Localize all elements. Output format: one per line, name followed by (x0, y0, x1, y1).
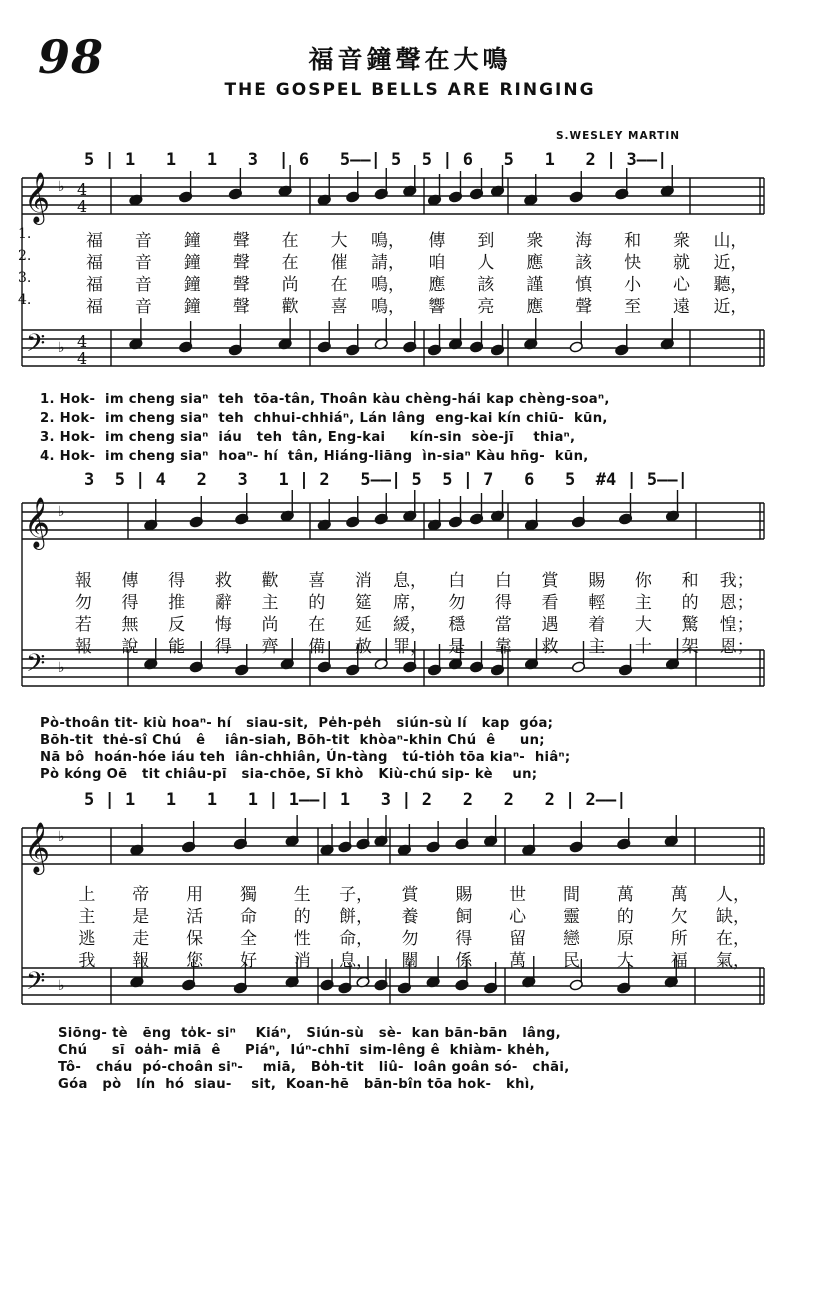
time-sig-icon: 4 (77, 197, 88, 216)
title-chinese: 福音鐘聲在大鳴 (308, 45, 512, 74)
lyric-syllable: 聲 (575, 297, 593, 317)
lyric-syllable: 生 (293, 885, 311, 905)
chinese-lyric-line (60, 902, 760, 927)
composer-credit: S.WESLEY MARTIN (556, 130, 681, 142)
lyric-syllable: 帝 (132, 885, 150, 905)
lyric-syllable: 音 (134, 275, 152, 295)
lyric-syllable: 缺， (716, 907, 751, 927)
lyric-syllable: 走 (132, 929, 150, 949)
lyric-syllable: 說 (121, 637, 139, 657)
chinese-lyrics-system-2 (60, 566, 760, 657)
lyric-syllable: 尚 (281, 275, 299, 295)
lyric-syllable: 的 (308, 593, 326, 613)
flat-icon: ♭ (58, 179, 65, 195)
lyric-syllable: 得 (168, 571, 186, 591)
lyric-syllable: 衆 (526, 231, 544, 251)
chinese-lyric-line (60, 946, 760, 971)
lyric-syllable: 養 (401, 907, 419, 927)
lyric-syllable: 響 (428, 297, 446, 317)
lyric-syllable: 遇 (541, 615, 559, 635)
lyric-syllable: 人， (716, 885, 751, 905)
romanized-lyrics-system-2 (40, 716, 570, 784)
lyric-syllable: 上 (78, 885, 96, 905)
lyric-syllable: 着 (588, 615, 606, 635)
chinese-lyric-line (60, 566, 760, 591)
lyric-syllable: 反 (168, 615, 186, 635)
lyric-syllable: 緩， (393, 615, 428, 635)
lyric-syllable: 催 (330, 253, 348, 273)
lyric-syllable: 喜 (308, 571, 326, 591)
lyric-syllable: 鐘 (183, 253, 201, 273)
lyric-syllable: 傳 (121, 571, 139, 591)
time-sig-icon: 4 (77, 332, 88, 351)
lyric-syllable: 賞 (401, 885, 419, 905)
lyric-syllable: 和 (681, 571, 699, 591)
lyric-syllable: 用 (186, 885, 204, 905)
romanized-lyrics-system-3 (58, 1026, 570, 1094)
lyric-syllable: 是 (132, 907, 150, 927)
lyric-syllable: 賜 (455, 885, 473, 905)
lyric-syllable: 係 (455, 951, 473, 971)
lyric-syllable: 筵 (354, 593, 372, 613)
chinese-lyric-line (60, 880, 760, 905)
treble-clef-icon: 𝄞 (24, 822, 51, 873)
chinese-lyrics-system-1 (70, 226, 755, 317)
lyric-syllable: 和 (624, 231, 642, 251)
lyric-syllable: 謹 (526, 275, 544, 295)
lyric-syllable: 獨 (239, 885, 257, 905)
lyric-syllable: 小 (624, 275, 642, 295)
treble-clef-icon: 𝄞 (24, 497, 51, 548)
lyric-syllable: 飼 (455, 907, 473, 927)
lyric-syllable: 人 (477, 253, 495, 273)
lyric-syllable: 的 (681, 593, 699, 613)
lyric-syllable: 活 (186, 907, 204, 927)
lyric-syllable: 息， (339, 951, 374, 971)
time-sig-icon: 4 (77, 349, 88, 368)
lyric-syllable: 靈 (563, 907, 581, 927)
lyric-syllable: 原 (616, 929, 634, 949)
lyric-syllable: 該 (477, 275, 495, 295)
lyric-syllable: 聲 (232, 253, 250, 273)
chinese-lyric-line (60, 588, 760, 613)
lyric-syllable: 氣， (716, 951, 751, 971)
lyric-syllable: 音 (134, 253, 152, 273)
lyric-syllable: 救 (214, 571, 232, 591)
lyric-syllable: 福 (85, 253, 103, 273)
lyric-syllable: 快 (624, 253, 642, 273)
lyric-syllable: 主 (261, 593, 279, 613)
lyric-syllable: 在 (281, 231, 299, 251)
chinese-lyric-line (70, 270, 755, 295)
lyric-syllable: 無 (121, 615, 139, 635)
flat-icon: ♭ (58, 660, 65, 676)
lyric-syllable: 保 (186, 929, 204, 949)
lyric-syllable: 近， (713, 297, 748, 317)
lyric-syllable: 你 (634, 571, 652, 591)
jianpu-line-1: 5 | 1 1 1 3 | 6 5——| 5 5 | 6 5 1 2 | 3——| (84, 150, 668, 170)
lyric-syllable: 鳴， (370, 297, 405, 317)
lyric-syllable: 驚 (681, 615, 699, 635)
lyric-syllable: 請， (370, 253, 405, 273)
lyric-syllable: 席， (393, 593, 428, 613)
lyric-syllable: 備 (308, 637, 326, 657)
lyric-syllable: 民 (563, 951, 581, 971)
lyric-syllable: 的 (616, 907, 634, 927)
lyric-syllable: 您 (186, 951, 204, 971)
chinese-lyric-line (60, 632, 760, 657)
lyric-syllable: 消 (293, 951, 311, 971)
lyric-syllable: 若 (74, 615, 92, 635)
lyric-syllable: 子， (339, 885, 374, 905)
lyric-syllable: 在 (281, 253, 299, 273)
lyric-syllable: 報 (74, 637, 92, 657)
lyric-syllable: 咱 (428, 253, 446, 273)
lyric-syllable: 得 (214, 637, 232, 657)
lyric-syllable: 萬 (670, 885, 688, 905)
romanized-line: Chú sī oa̍h- miā ê Piáⁿ, Iúⁿ-chhī sim-lêng ê khiàm- khe̍h, (58, 1043, 551, 1058)
lyric-syllable: 傳 (428, 231, 446, 251)
romanized-line: 3. Hok- im cheng siaⁿ iáu teh tân, Eng-kai kín-sin sòe-jī thiaⁿ, (40, 430, 576, 445)
lyric-syllable: 是 (448, 637, 466, 657)
lyric-syllable: 主 (588, 637, 606, 657)
romanized-line: 1. Hok- im cheng siaⁿ teh tōa-tân, Thoân kàu chèng-hái kap chèng-soaⁿ, (40, 392, 610, 407)
lyric-syllable: 悔 (214, 615, 232, 635)
lyric-syllable: 的 (293, 907, 311, 927)
lyric-syllable: 音 (134, 231, 152, 251)
chinese-lyric-line (70, 292, 755, 317)
time-sig-icon: 4 (77, 180, 88, 199)
lyric-syllable: 世 (509, 885, 527, 905)
bass-clef-icon: 𝄢 (26, 329, 46, 364)
lyric-syllable: 在， (716, 929, 751, 949)
lyric-syllable: 近， (713, 253, 748, 273)
lyric-syllable: 鐘 (183, 231, 201, 251)
lyric-syllable: 好 (239, 951, 257, 971)
lyric-syllable: 恩； (719, 593, 754, 613)
lyric-syllable: 歡 (281, 297, 299, 317)
lyric-syllable: 就 (673, 253, 691, 273)
lyric-syllable: 命 (239, 907, 257, 927)
lyric-syllable: 心 (673, 275, 691, 295)
lyric-syllable: 應 (428, 275, 446, 295)
lyric-syllable: 山， (713, 231, 748, 251)
lyric-syllable: 我 (78, 951, 96, 971)
romanized-line: 2. Hok- im cheng siaⁿ teh chhui-chhiáⁿ, Lán lâng eng-kai kín chiū- kūn, (40, 411, 608, 426)
lyric-syllable: 海 (575, 231, 593, 251)
lyric-syllable: 逃 (78, 929, 96, 949)
lyric-syllable: 輕 (588, 593, 606, 613)
romanized-line: 4. Hok- im cheng siaⁿ hoaⁿ- hí tân, Hiáng-liāng ìn-siaⁿ Kàu hn̄g- kūn, (40, 449, 589, 464)
lyric-syllable: 戀 (563, 929, 581, 949)
bass-clef-icon: 𝄢 (26, 967, 46, 1002)
lyric-syllable: 萬 (509, 951, 527, 971)
romanized-line: Góa pò lín hó siau- sit, Koan-hē bān-bîn tōa hok- khì, (58, 1077, 535, 1092)
lyric-syllable: 關 (401, 951, 419, 971)
lyric-syllable: 看 (541, 593, 559, 613)
flat-icon: ♭ (58, 340, 65, 356)
lyric-syllable: 聲 (232, 231, 250, 251)
bass-clef-icon: 𝄢 (26, 649, 46, 684)
lyric-syllable: 十 (634, 637, 652, 657)
lyric-syllable: 賞 (541, 571, 559, 591)
lyric-syllable: 穩 (448, 615, 466, 635)
romanized-line: Bōh-tit the̍-sî Chú ê iân-siah, Bōh-tit khòaⁿ-khin Chú ê un; (40, 733, 545, 748)
lyric-syllable: 鐘 (183, 275, 201, 295)
chinese-lyrics-system-3 (60, 880, 760, 971)
lyric-syllable: 餅， (339, 907, 374, 927)
lyric-syllable: 罪， (393, 637, 428, 657)
romanized-line: Siōng- tè ēng to̍k- siⁿ Kiáⁿ, Siún-sù sè- kan bān-bān lâng, (58, 1026, 561, 1041)
lyric-syllable: 尚 (261, 615, 279, 635)
lyric-syllable: 報 (132, 951, 150, 971)
title-english: THE GOSPEL BELLS ARE RINGING (224, 80, 596, 100)
lyric-syllable: 消 (354, 571, 372, 591)
romanized-line: Nā bô hoán-hóe iáu teh iân-chhiân, Ún-tàng tú-tio̍h tōa kiaⁿ- hiâⁿ; (40, 750, 571, 765)
treble-clef-icon: 𝄞 (24, 172, 51, 223)
flat-icon: ♭ (58, 978, 65, 994)
lyric-syllable: 福 (85, 297, 103, 317)
romanized-line: Tô- cháu pó-choân siⁿ- miā, Bo̍h-tit liû- loân goân só- chāi, (58, 1060, 570, 1075)
chinese-lyric-line (70, 248, 755, 273)
chinese-lyric-line (60, 610, 760, 635)
lyric-syllable: 恩； (719, 637, 754, 657)
lyric-syllable: 當 (494, 615, 512, 635)
hymn-number: 98 (38, 30, 105, 84)
verse-numbers (18, 226, 68, 314)
lyric-syllable: 在 (330, 275, 348, 295)
lyric-syllable: 鳴， (370, 231, 405, 251)
verse-number: 4. (18, 292, 32, 308)
lyric-syllable: 心 (509, 907, 527, 927)
lyric-syllable: 亮 (477, 297, 495, 317)
chinese-lyric-line (60, 924, 760, 949)
lyric-syllable: 慎 (575, 275, 593, 295)
lyric-syllable: 聲 (232, 297, 250, 317)
lyric-syllable: 應 (526, 297, 544, 317)
lyric-syllable: 勿 (401, 929, 419, 949)
lyric-syllable: 在 (308, 615, 326, 635)
lyric-syllable: 欠 (670, 907, 688, 927)
jianpu-line-2: 3 5 | 4 2 3 1 | 2 5——| 5 5 | 7 6 5 #4 | 5——| (84, 470, 688, 490)
lyric-syllable: 應 (526, 253, 544, 273)
romanized-line: Pò kóng Oē tit chiâu-pī sia-chōe, Sī khò Kiù-chú sip- kè un; (40, 767, 538, 782)
lyric-syllable: 福 (85, 275, 103, 295)
lyric-syllable: 得 (455, 929, 473, 949)
verse-number: 2. (18, 248, 32, 264)
lyric-syllable: 報 (74, 571, 92, 591)
lyric-syllable: 鳴， (370, 275, 405, 295)
romanized-lyrics-system-1 (40, 392, 610, 468)
lyric-syllable: 到 (477, 231, 495, 251)
lyric-syllable: 惶； (719, 615, 754, 635)
lyric-syllable: 萬 (616, 885, 634, 905)
lyric-syllable: 辭 (214, 593, 232, 613)
lyric-syllable: 得 (121, 593, 139, 613)
lyric-syllable: 留 (509, 929, 527, 949)
lyric-syllable: 勿 (74, 593, 92, 613)
lyric-syllable: 福 (85, 231, 103, 251)
lyric-syllable: 赦 (354, 637, 372, 657)
lyric-syllable: 至 (624, 297, 642, 317)
lyric-syllable: 聲 (232, 275, 250, 295)
lyric-syllable: 勿 (448, 593, 466, 613)
lyric-syllable: 喜 (330, 297, 348, 317)
flat-icon: ♭ (58, 829, 65, 845)
lyric-syllable: 齊 (261, 637, 279, 657)
lyric-syllable: 鐘 (183, 297, 201, 317)
romanized-line: Pò-thoân tit- kiù hoaⁿ- hí siau-sit, Pe̍h-pe̍h siún-sù lí kap góa; (40, 716, 554, 731)
lyric-syllable: 大 (616, 951, 634, 971)
lyric-syllable: 推 (168, 593, 186, 613)
verse-number: 3. (18, 270, 32, 286)
lyric-syllable: 靠 (494, 637, 512, 657)
flat-icon: ♭ (58, 504, 65, 520)
lyric-syllable: 賜 (588, 571, 606, 591)
lyric-syllable: 主 (78, 907, 96, 927)
lyric-syllable: 大 (634, 615, 652, 635)
lyric-syllable: 該 (575, 253, 593, 273)
lyric-syllable: 音 (134, 297, 152, 317)
lyric-syllable: 主 (634, 593, 652, 613)
lyric-syllable: 全 (239, 929, 257, 949)
lyric-syllable: 命， (339, 929, 374, 949)
lyric-syllable: 衆 (673, 231, 691, 251)
lyric-syllable: 聽， (713, 275, 748, 295)
lyric-syllable: 白 (494, 571, 512, 591)
lyric-syllable: 大 (330, 231, 348, 251)
lyric-syllable: 所 (670, 929, 688, 949)
lyric-syllable: 得 (494, 593, 512, 613)
lyric-syllable: 我； (719, 571, 754, 591)
lyric-syllable: 能 (168, 637, 186, 657)
chinese-lyric-line (70, 226, 755, 251)
lyric-syllable: 性 (293, 929, 311, 949)
jianpu-line-3: 5 | 1 1 1 1 | 1——| 1 3 | 2 2 2 2 | 2——| (84, 790, 627, 810)
lyric-syllable: 福 (670, 951, 688, 971)
lyric-syllable: 救 (541, 637, 559, 657)
lyric-syllable: 延 (354, 615, 372, 635)
lyric-syllable: 歡 (261, 571, 279, 591)
lyric-syllable: 白 (448, 571, 466, 591)
verse-number: 1. (18, 226, 32, 242)
lyric-syllable: 間 (563, 885, 581, 905)
lyric-syllable: 遠 (673, 297, 691, 317)
lyric-syllable: 息， (393, 571, 428, 591)
lyric-syllable: 架 (681, 637, 699, 657)
